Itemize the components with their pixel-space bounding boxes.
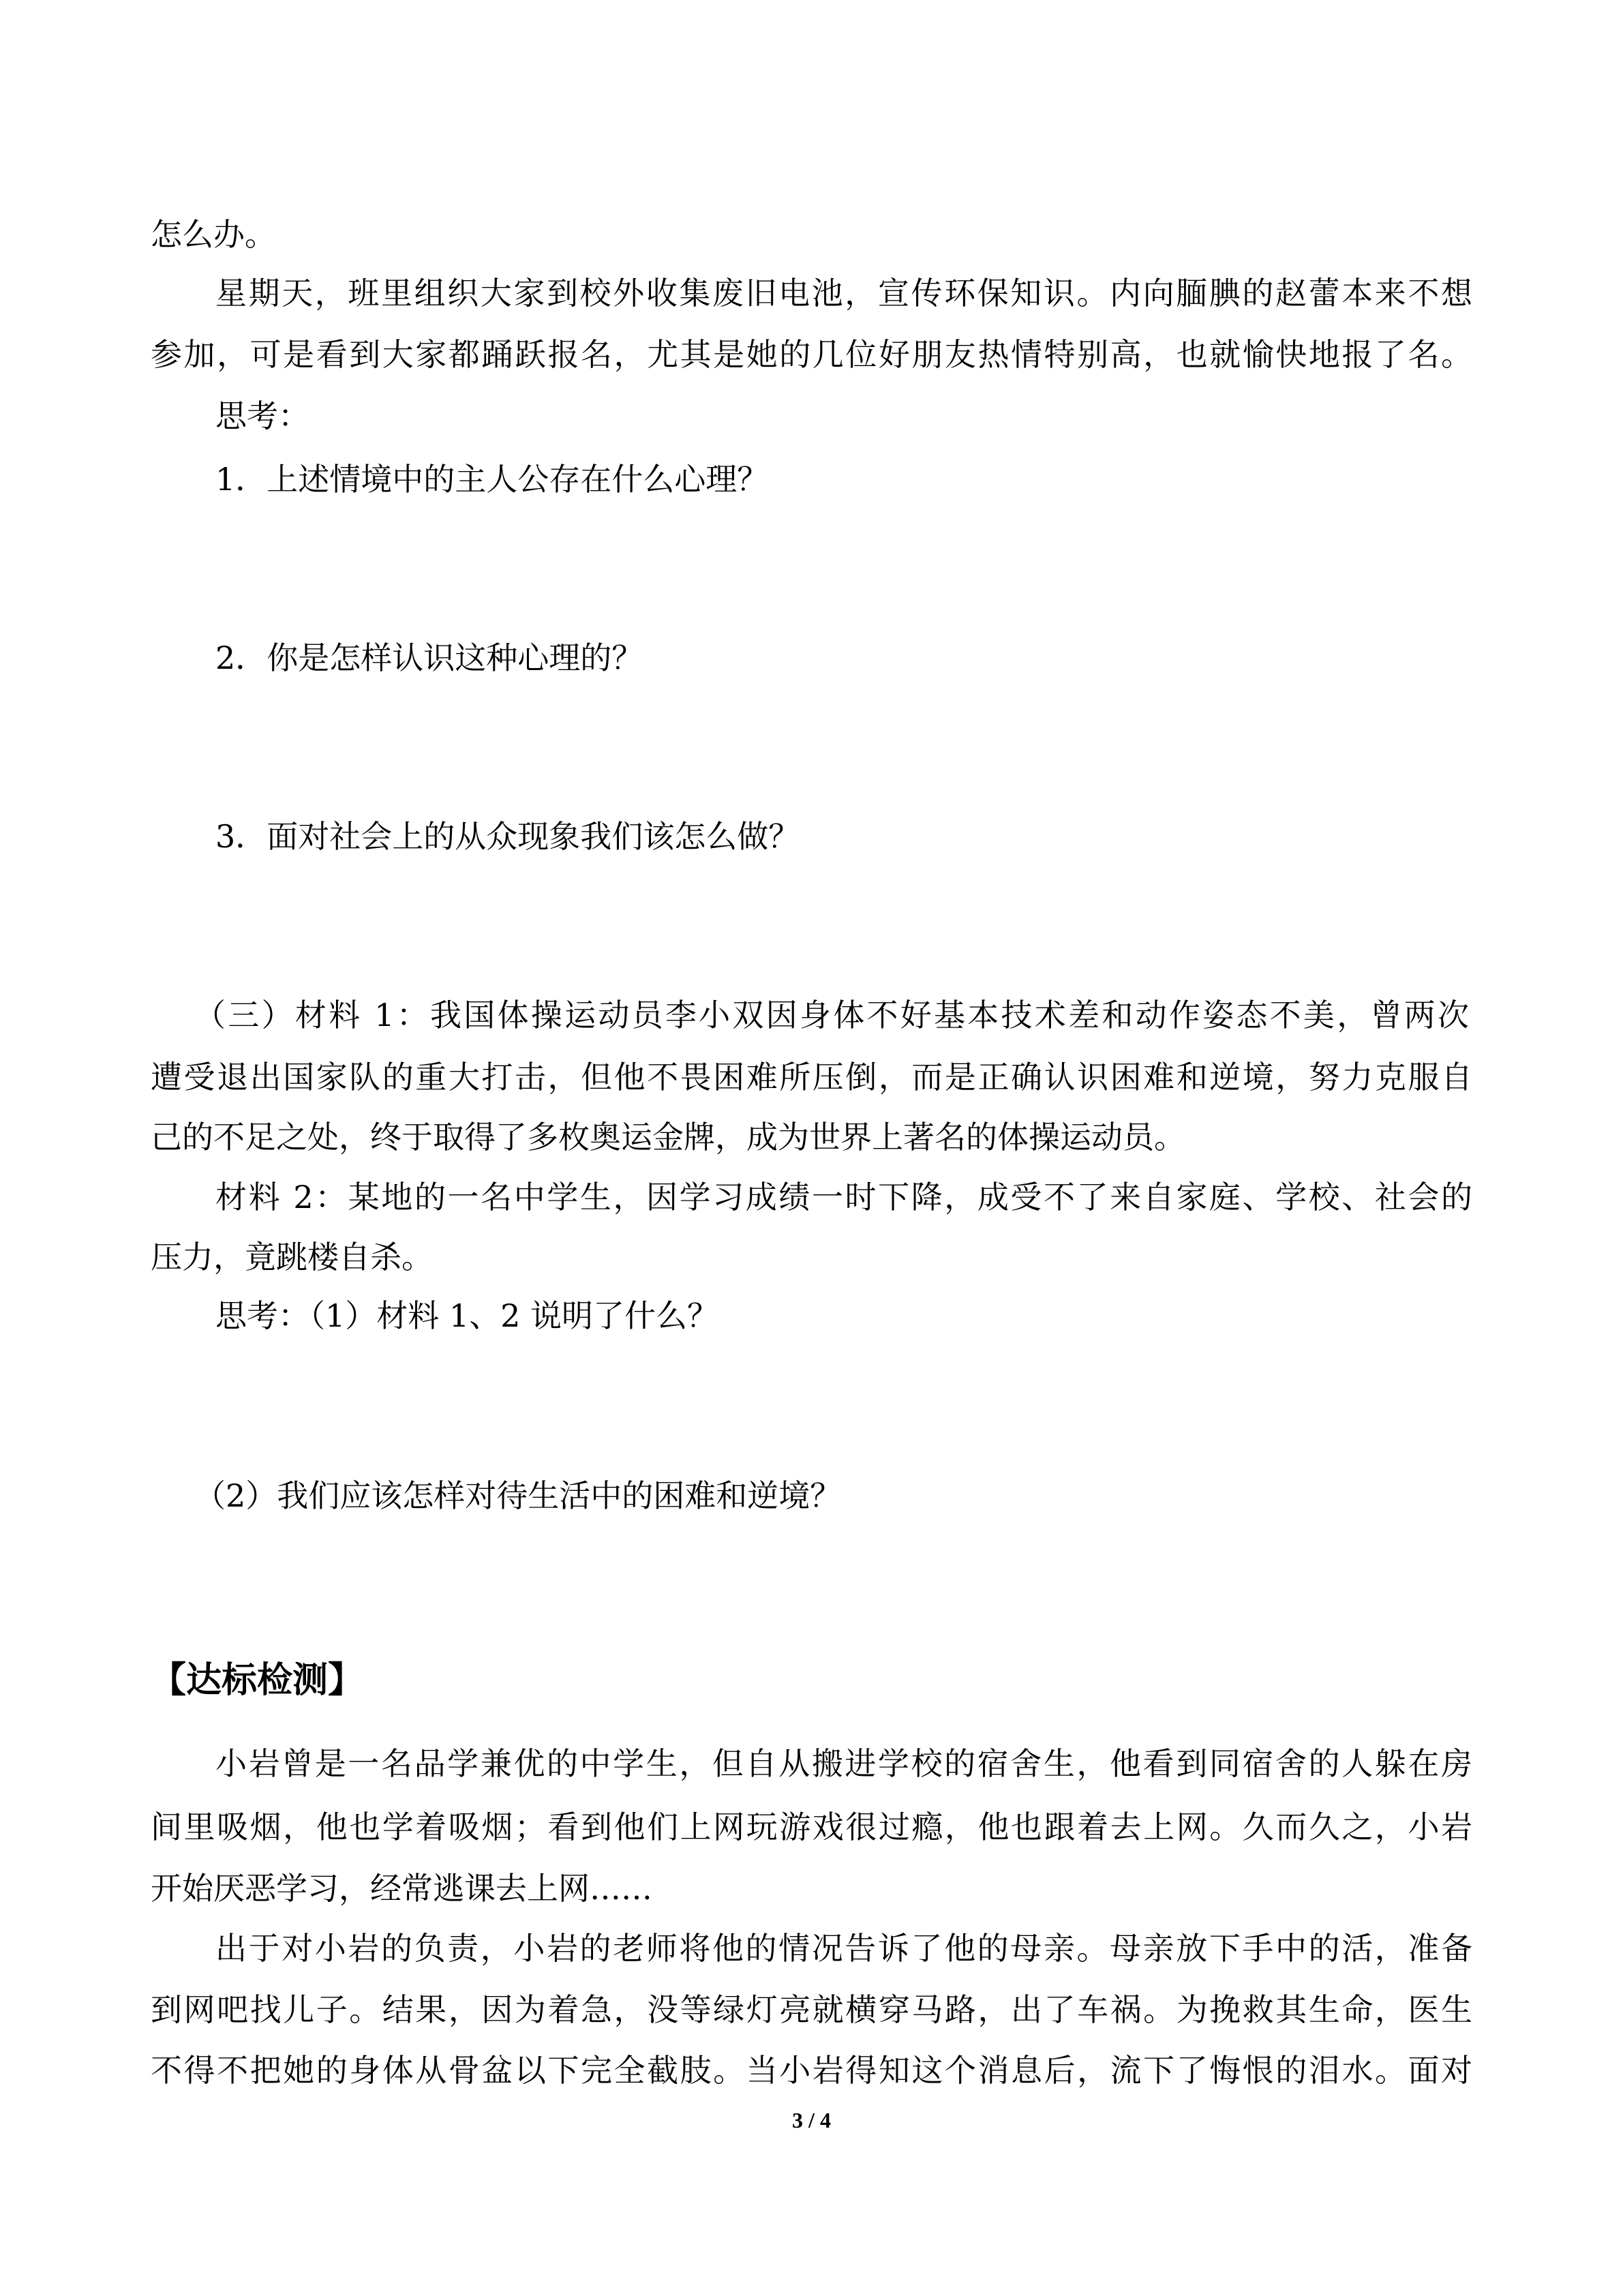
assessment-paragraph-1-line-3: 开始厌恶学习，经常逃课去上网…… bbox=[151, 1870, 652, 1907]
material-1-line-1: （三）材料 1：我国体操运动员李小双因身体不好基本技术差和动作姿态不美，曾两次 bbox=[194, 997, 1469, 1033]
assessment-paragraph-2-line-3: 不得不把她的身体从骨盆以下完全截肢。当小岩得知这个消息后，流下了悔恨的泪水。面对 bbox=[151, 2052, 1472, 2089]
material-2-line-2: 压力，竟跳楼自杀。 bbox=[151, 1239, 433, 1275]
assessment-paragraph-1-line-2: 间里吸烟，他也学着吸烟；看到他们上网玩游戏很过瘾，他也跟着去上网。久而久之，小岩 bbox=[151, 1809, 1472, 1845]
think-question-1: 思考：（1）材料 1、2 说明了什么？ bbox=[215, 1297, 719, 1334]
page-number: 3 / 4 bbox=[792, 2108, 831, 2132]
previous-scenario-tail: 怎么办。 bbox=[151, 216, 276, 253]
question-2: 2．你是怎样认识这种心理的？ bbox=[215, 639, 643, 676]
think-question-2: （2）我们应该怎样对待生活中的困难和逆境？ bbox=[194, 1477, 842, 1514]
material-2-line-1: 材料 2：某地的一名中学生，因学习成绩一时下降，成受不了来自家庭、学校、社会的 bbox=[215, 1179, 1472, 1215]
question-1: 1．上述情境中的主人公存在什么心理？ bbox=[215, 461, 769, 498]
assessment-paragraph-2-line-2: 到网吧找儿子。结果，因为着急，没等绿灯亮就横穿马路，出了车祸。为挽救其生命，医生 bbox=[151, 1991, 1472, 2028]
scenario-battery-line-1: 星期天，班里组织大家到校外收集废旧电池，宣传环保知识。内向腼腆的赵蕾本来不想 bbox=[215, 275, 1472, 312]
scenario-battery-line-2: 参加，可是看到大家都踊跃报名，尤其是她的几位好朋友热情特别高，也就愉快地报了名。 bbox=[151, 336, 1472, 373]
assessment-paragraph-1-line-1: 小岩曾是一名品学兼优的中学生，但自从搬进学校的宿舍生，他看到同宿舍的人躲在房 bbox=[215, 1745, 1472, 1782]
assessment-heading: 【达标检测】 bbox=[151, 1660, 364, 1701]
material-1-line-3: 己的不足之处，终于取得了多枚奥运金牌，成为世界上著名的体操运动员。 bbox=[151, 1119, 1185, 1155]
assessment-paragraph-2-line-1: 出于对小岩的负责，小岩的老师将他的情况告诉了他的母亲。母亲放下手中的活，准备 bbox=[215, 1930, 1472, 1967]
material-1-line-2: 遭受退出国家队的重大打击，但他不畏困难所压倒，而是正确认识困难和逆境，努力克服自 bbox=[151, 1059, 1472, 1096]
question-3: 3．面对社会上的从众现象我们该怎么做？ bbox=[215, 818, 800, 855]
think-label: 思考： bbox=[215, 397, 309, 434]
